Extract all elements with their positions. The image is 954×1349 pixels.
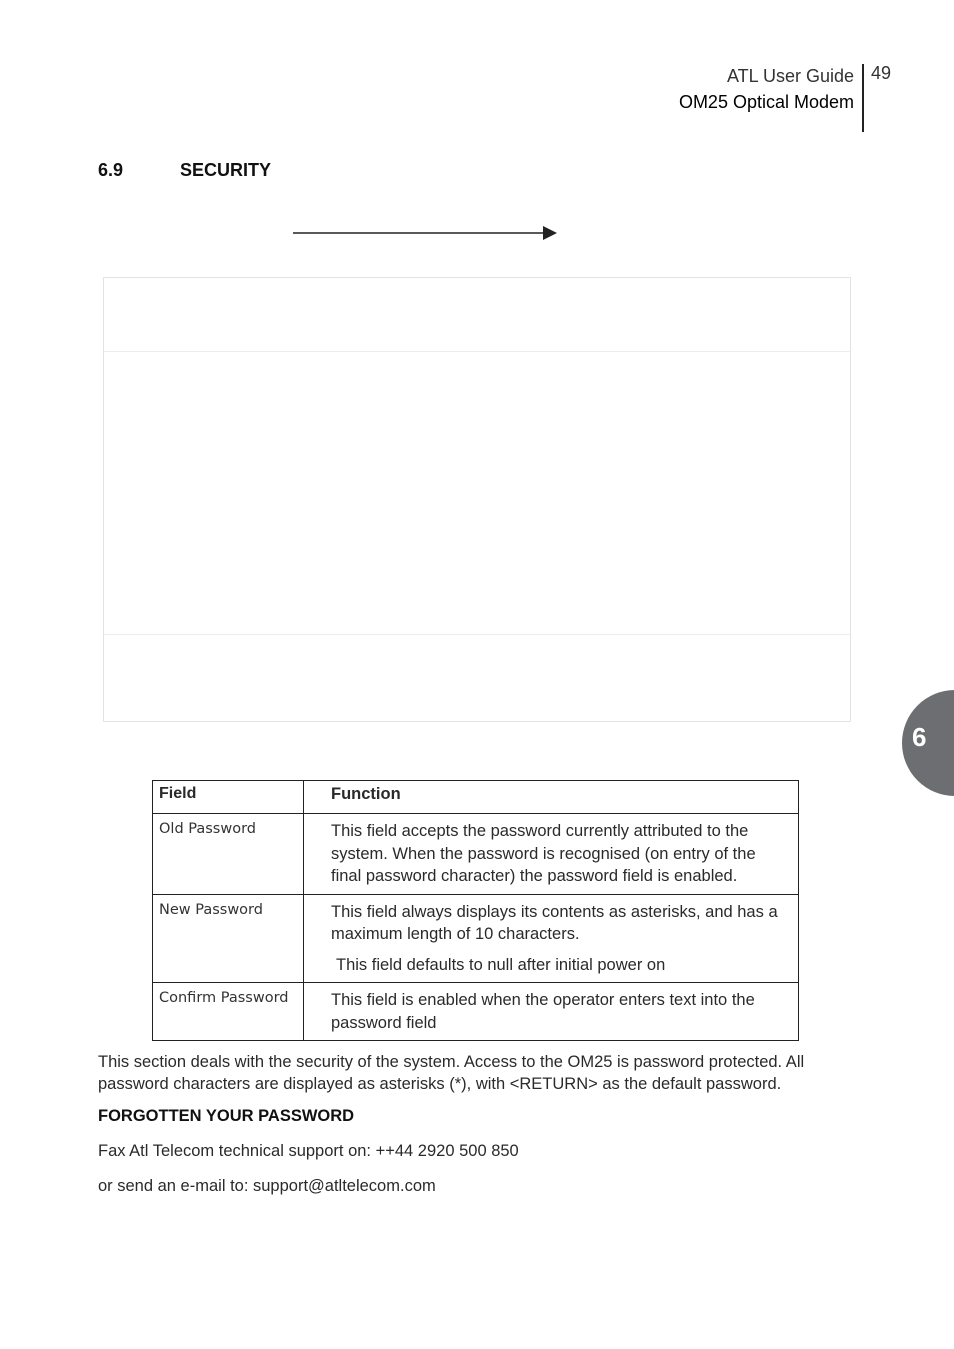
fields-table — [152, 780, 799, 1041]
function-text: This field accepts the password currently attributed to the system. When the password is recognised (on entry of the final password character) the password field is enabled. — [331, 822, 756, 885]
placeholder-divider — [104, 634, 850, 635]
section-title: SECURITY — [180, 160, 272, 180]
function-text: This field is enabled when the operator enters text into the password field — [331, 991, 755, 1032]
section-number: 6.9 — [98, 160, 124, 180]
table-header-row — [153, 781, 799, 814]
table-row — [153, 894, 799, 983]
security-description: This section deals with the security of the system. Access to the OM25 is password protected. All password characters are displayed as asterisks (*), with <RETURN> as the default password. — [98, 1053, 805, 1093]
email-support-line: or send an e-mail to: support@atltelecom.com — [98, 1177, 436, 1195]
column-header-field: Field — [153, 781, 304, 814]
field-function — [304, 894, 799, 983]
guide-title: ATL User Guide — [726, 66, 854, 86]
field-name: New Password — [153, 894, 304, 983]
screenshot-placeholder — [103, 277, 851, 722]
running-header — [679, 64, 854, 116]
field-name: Confirm Password — [153, 983, 304, 1041]
arrow-right-icon — [293, 223, 561, 243]
chapter-tab-number: 6 — [912, 722, 927, 752]
function-text: This field always displays its contents as asterisks, and has a maximum length of 10 characters. — [331, 902, 778, 943]
header-divider — [862, 64, 864, 132]
section-heading — [98, 160, 271, 181]
column-header-function: Function — [304, 781, 799, 814]
forgotten-password-heading: FORGOTTEN YOUR PASSWORD — [98, 1107, 355, 1125]
chapter-tab — [902, 690, 954, 796]
placeholder-divider — [104, 351, 850, 352]
table-row — [153, 814, 799, 895]
function-note: This field defaults to null after initial power on — [336, 955, 666, 974]
field-name: Old Password — [153, 814, 304, 895]
page-number: 49 — [871, 63, 892, 83]
table-row — [153, 983, 799, 1041]
field-function — [304, 983, 799, 1041]
fax-support-line: Fax Atl Telecom technical support on: ++44 2920 500 850 — [98, 1142, 519, 1160]
product-name: OM25 Optical Modem — [678, 92, 854, 112]
field-function — [304, 814, 799, 895]
